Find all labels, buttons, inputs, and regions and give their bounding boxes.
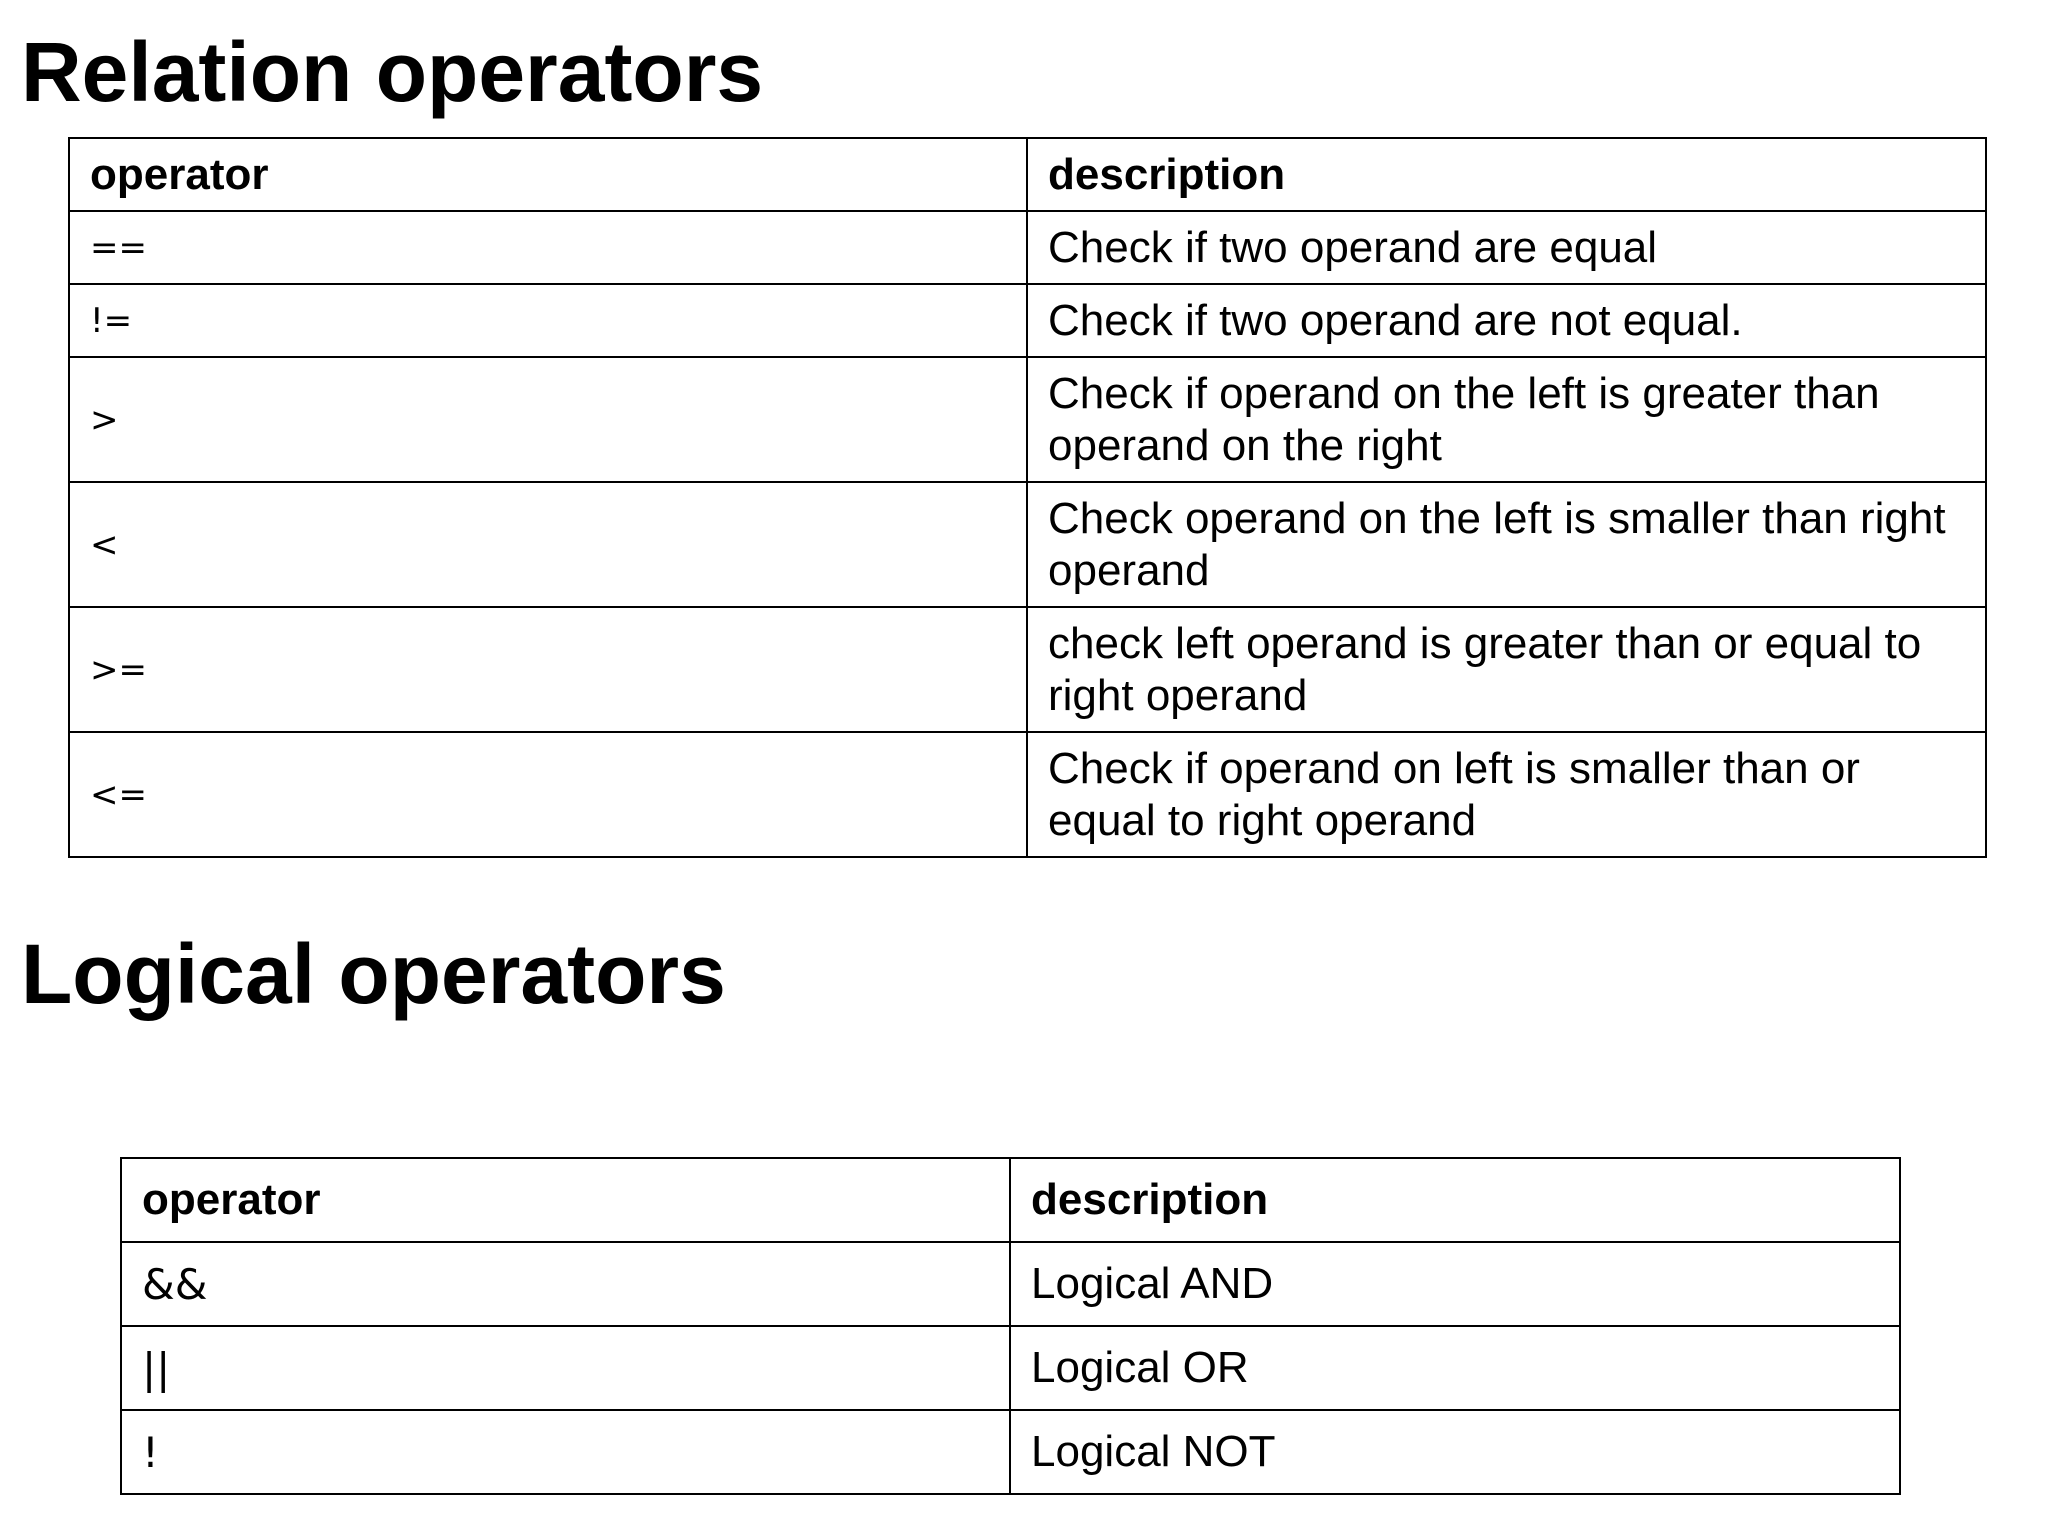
- description-cell: Check if operand on left is smaller than or equal to right operand: [1027, 732, 1986, 857]
- table-row: [69, 357, 1986, 482]
- logical-operators-table: [120, 1157, 1901, 1495]
- description-cell: Check if two operand are equal: [1027, 211, 1986, 284]
- operator-cell: !=: [69, 284, 1027, 357]
- relation-operators-table: [68, 137, 1987, 858]
- table-row: [121, 1410, 1900, 1494]
- table-row: [69, 607, 1986, 732]
- relation-operators-title: Relation operators: [21, 25, 764, 119]
- description-cell: Check operand on the left is smaller than right operand: [1027, 482, 1986, 607]
- description-cell: check left operand is greater than or equal to right operand: [1027, 607, 1986, 732]
- description-cell: Check if two operand are not equal.: [1027, 284, 1986, 357]
- description-column-header: description: [1010, 1158, 1900, 1242]
- description-cell: Logical NOT: [1010, 1410, 1900, 1494]
- operator-column-header: operator: [69, 138, 1027, 211]
- table-header-row: [69, 138, 1986, 211]
- table-header-row: [121, 1158, 1900, 1242]
- description-cell: Logical AND: [1010, 1242, 1900, 1326]
- operator-cell: <: [69, 482, 1027, 607]
- operator-cell: ==: [69, 211, 1027, 284]
- operator-cell: !: [121, 1410, 1010, 1494]
- table-row: [69, 284, 1986, 357]
- description-column-header: description: [1027, 138, 1986, 211]
- operator-column-header: operator: [121, 1158, 1010, 1242]
- table-row: [121, 1242, 1900, 1326]
- table-row: [69, 482, 1986, 607]
- table-row: [69, 732, 1986, 857]
- operator-cell: ||: [121, 1326, 1010, 1410]
- operator-cell: &&: [121, 1242, 1010, 1326]
- table-row: [121, 1326, 1900, 1410]
- logical-operators-title: Logical operators: [21, 927, 726, 1021]
- operator-cell: >: [69, 357, 1027, 482]
- operator-cell: >=: [69, 607, 1027, 732]
- description-cell: Check if operand on the left is greater than operand on the right: [1027, 357, 1986, 482]
- description-cell: Logical OR: [1010, 1326, 1900, 1410]
- table-row: [69, 211, 1986, 284]
- operator-cell: <=: [69, 732, 1027, 857]
